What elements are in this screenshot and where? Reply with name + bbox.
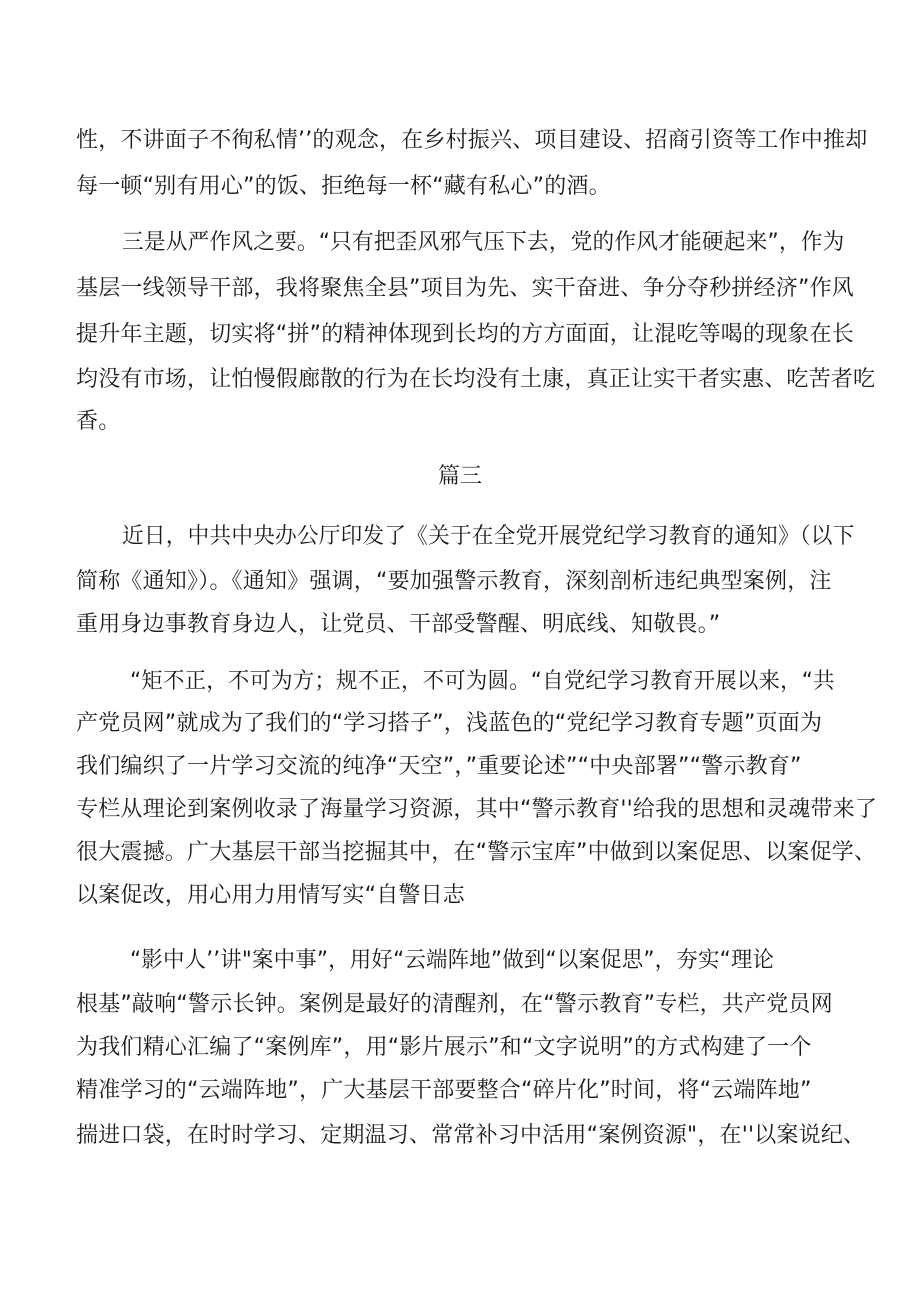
paragraph-2-line-1: 三是从严作风之要。“只有把歪风邪气压下去，党的作风才能硬起来”，作为 (122, 230, 845, 255)
paragraph-4-line-3: 我们编织了一片学习交流的纯净“天空”，”重要论述”“中央部署”“警示教育” (76, 754, 802, 779)
paragraph-2-line-3: 提升年主题，切实将“拼”的精神体现到长均的方方面面，让混吃等喝的现象在长 (76, 322, 854, 347)
paragraph-1-line-1: 性，不讲面子不徇私情’’的观念，在乡村振兴、项目建设、招商引资等工作中推却 (76, 128, 868, 153)
paragraph-2-line-2: 基层一线领导干部，我将聚焦全县”项目为先、实干奋进、争分夺秒拼经济”作风 (76, 276, 854, 301)
section-title: 篇三 (437, 464, 482, 489)
paragraph-3-line-2: 简称《通知》）。《通知》强调，“要加强警示教育，深刻剖析违纪典型案例，注 (76, 569, 832, 594)
paragraph-2-line-5: 香。 (76, 409, 121, 434)
paragraph-5-line-1: “影中人’’讲"案中事”，用好“云端阵地”做到“以案促思”，夯实“理论 (130, 948, 775, 973)
paragraph-5-line-5: 揣进口袋，在时时学习、定期温习、常常补习中活用“案例资源"，在''以案说纪、 (76, 1123, 866, 1148)
paragraph-4-line-6: 以案促改，用心用力用情写实“自警日志 (76, 883, 465, 908)
paragraph-5-line-2: 根基”敲响“警示长钟。案例是最好的清醒剂，在“警示教育”专栏，共产党员网 (76, 992, 833, 1017)
paragraph-4-line-2: 产党员网”就成为了我们的“学习搭子”，浅蓝色的“党纪学习教育专题”页面为 (76, 711, 823, 736)
paragraph-3-line-1: 近日，中共中央办公厅印发了《关于在全党开展党纪学习教育的通知》（以下 (122, 524, 855, 549)
paragraph-4-line-1: “矩不正，不可为方；规不正，不可为圆。“自党纪学习教育开展以来，“共 (130, 669, 835, 694)
paragraph-4-line-5: 很大震撼。广大基层干部当挖掘其中，在“警示宝库”中做到以案促思、以案促学、 (76, 840, 877, 865)
paragraph-3-line-3: 重用身边事教育身边人，让党员、干部受警醒、明底线、知敬畏。” (76, 612, 721, 637)
paragraph-4-line-4: 专栏从理论到案例收录了海量学习资源，其中“警示教育''给我的思想和灵魂带来了 (76, 797, 878, 822)
paragraph-2-line-4: 均没有市场，让怕慢假廊散的行为在长均没有土康，真正让实干者实惠、吃苦者吃 (76, 367, 876, 392)
paragraph-5-line-4: 精准学习的“云端阵地”，广大基层干部要整合“碎片化”时间，将“云端阵地” (76, 1078, 812, 1103)
paragraph-1-line-2: 每一顿“别有用心”的饭、拒绝每一杯“藏有私心”的酒。 (76, 174, 611, 199)
paragraph-5-line-3: 为我们精心汇编了“案例库”，用“影片展示”和“文字说明”的方式构建了一个 (76, 1035, 812, 1060)
